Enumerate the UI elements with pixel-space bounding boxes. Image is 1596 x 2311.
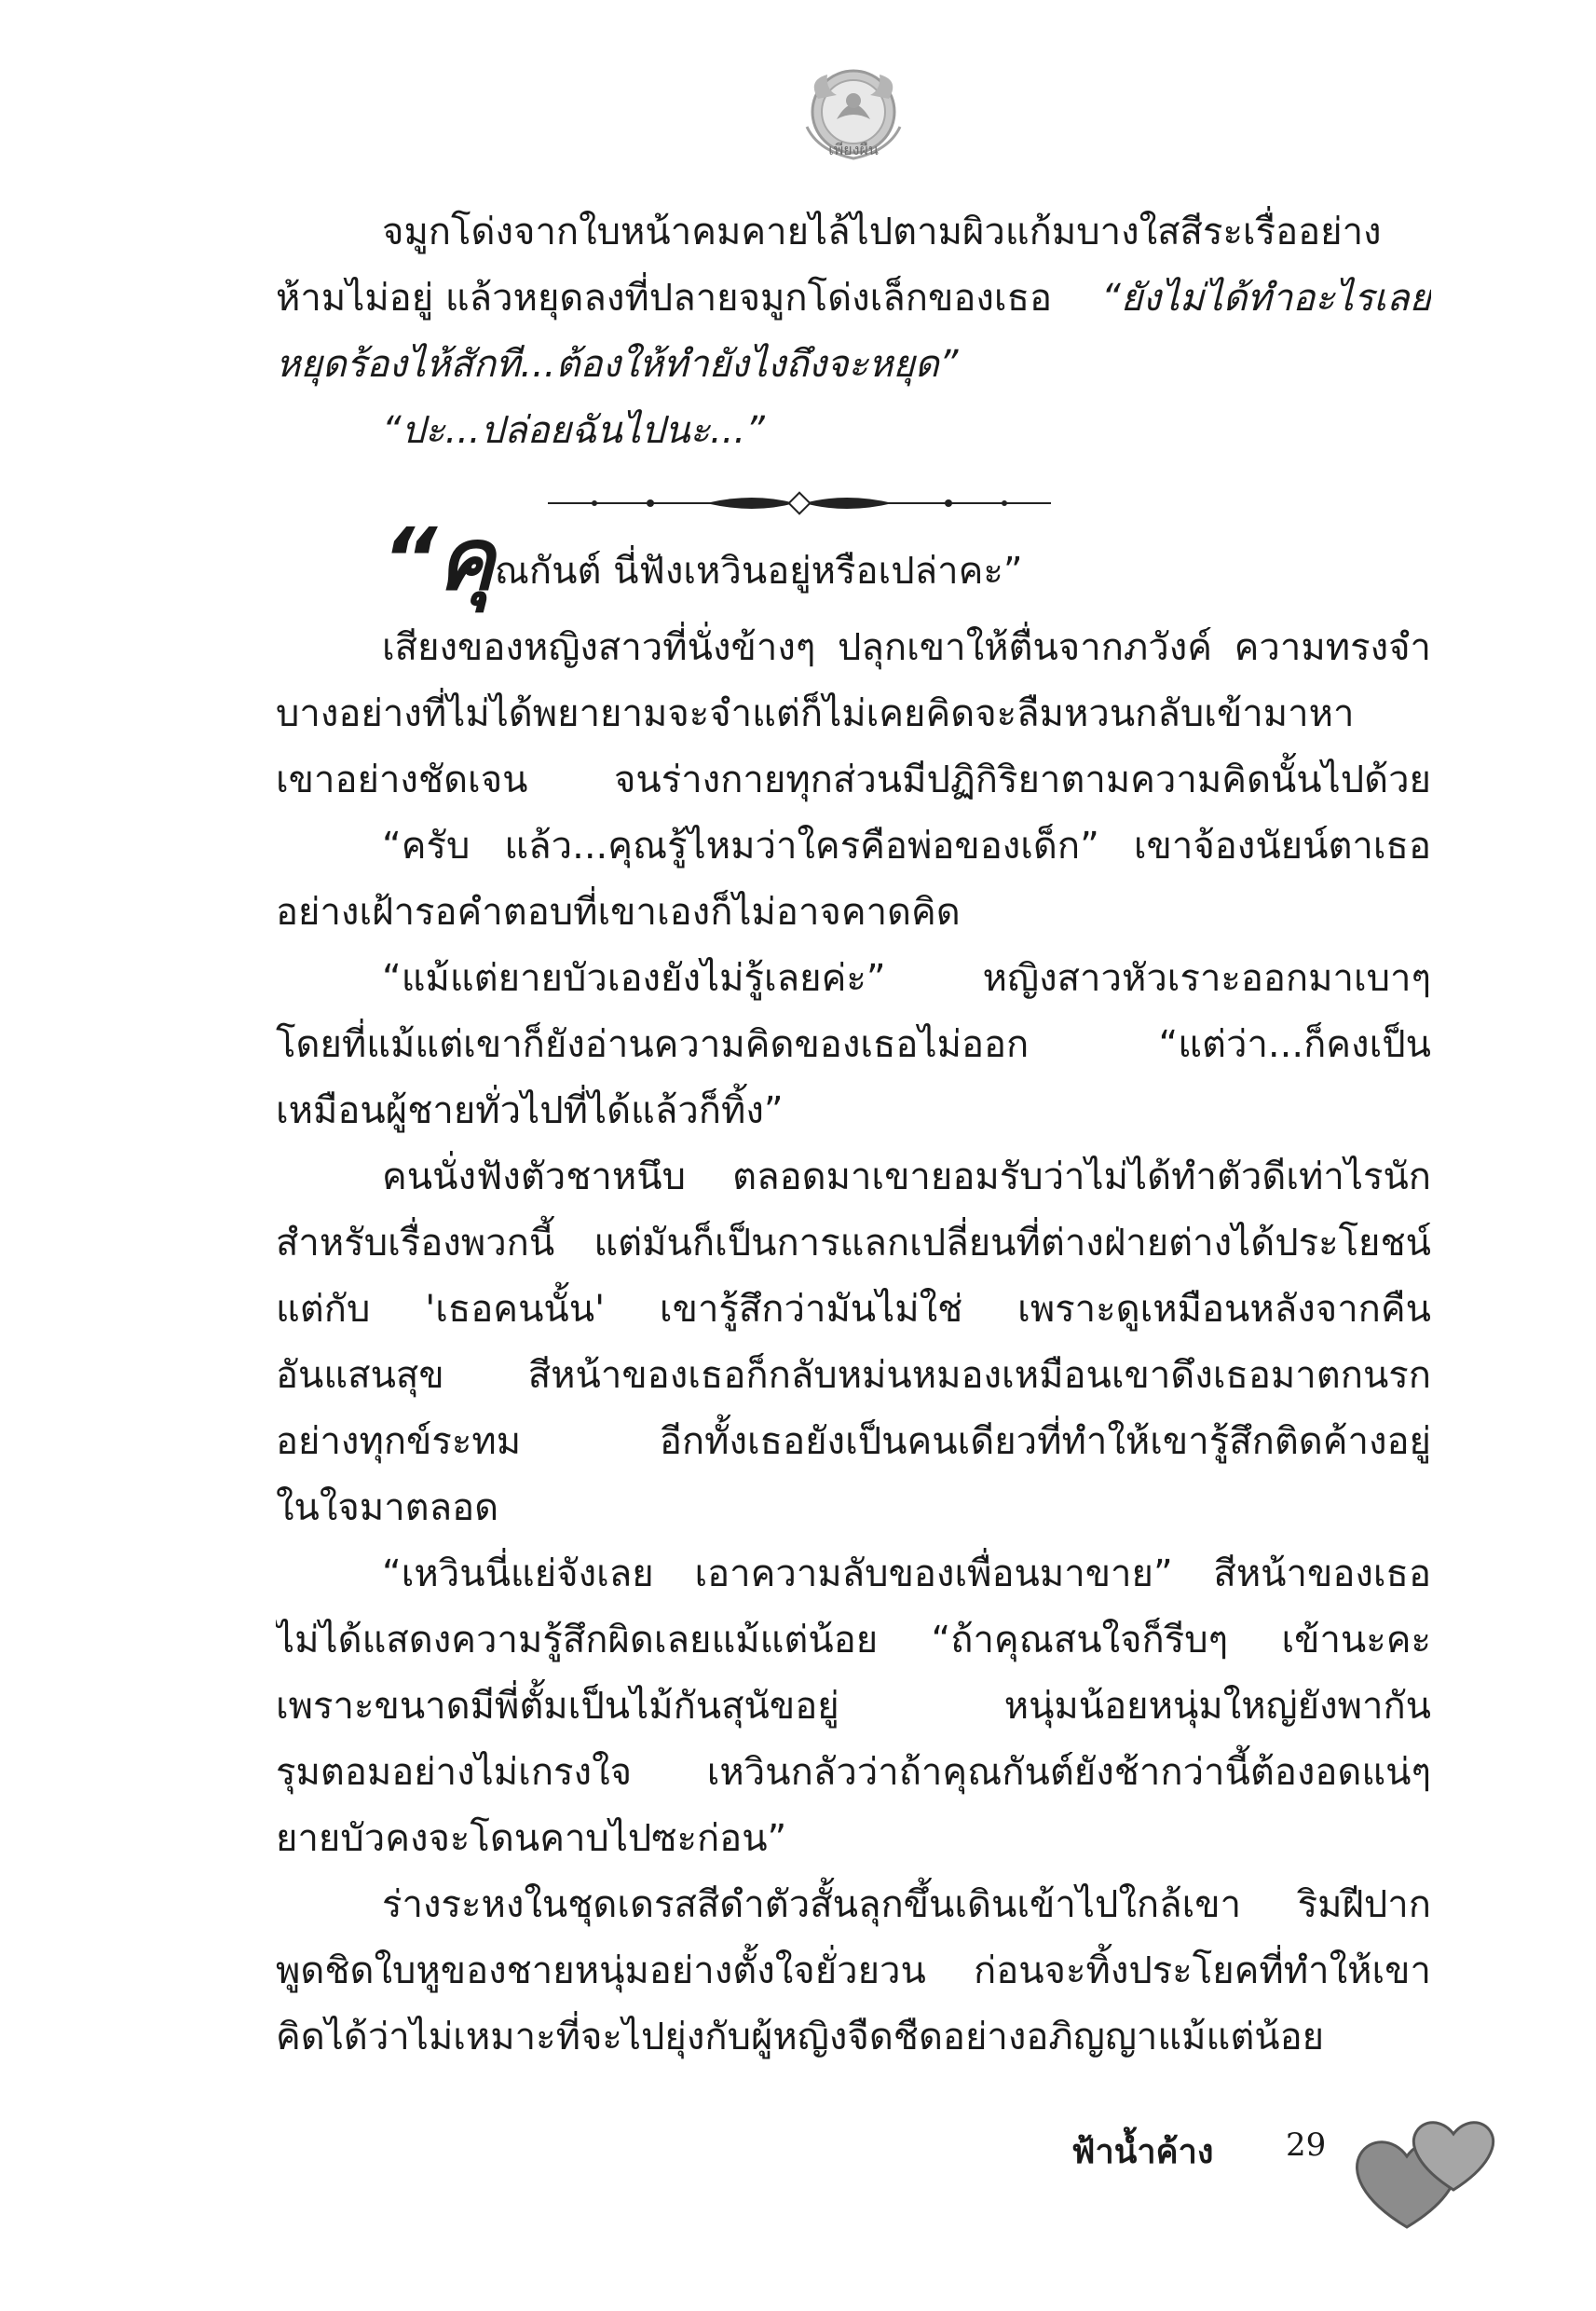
text-line: คิดได้ว่าไม่เหมาะที่จะไปยุ่งกับผู้หญิงจืดชืดอย่างอภิญญาแม้แต่น้อย [276, 2016, 1325, 2058]
top-passage [276, 199, 1431, 464]
text-line: ร่างระหงในชุดเดรสสีดำตัวสั้นลุกขึ้นเดินเข้าไปใกล้เขา ริมฝีปาก [382, 1883, 1431, 1926]
text-line: โดยที่แม้แต่เขาก็ยังอ่านความคิดของเธอไม่ออก “แต่ว่า...ก็คงเป็น [276, 1023, 1431, 1066]
text-line: เขาอย่างชัดเจน จนร่างกายทุกส่วนมีปฏิกิริยาตามความคิดนั้นไปด้วย [276, 759, 1431, 801]
text-line: “แม้แต่ยายบัวเองยังไม่รู้เลยค่ะ” หญิงสาวหัวเราะออกมาเบาๆ [382, 957, 1431, 1000]
body-passage [276, 615, 1431, 2071]
text-line: “เหวินนี่แย่จังเลย เอาความลับของเพื่อนมาขาย” สีหน้าของเธอ [382, 1552, 1431, 1595]
text-span: ห้ามไม่อยู่ แล้วหยุดลงที่ปลายจมูกโด่งเล็กของเธอ [276, 277, 1053, 320]
text-line: ยายบัวคงจะโดนคาบไปซะก่อน” [276, 1817, 787, 1860]
text-line: รุมตอมอย่างไม่เกรงใจ เหวินกลัวว่าถ้าคุณกันต์ยังช้ากว่านี้ต้องอดแน่ๆ [276, 1751, 1431, 1794]
text-line: คนนั่งฟังตัวชาหนึบ ตลอดมาเขายอมรับว่าไม่ได้ทำตัวดีเท่าไรนัก [382, 1156, 1431, 1198]
opening-text: ณกันต์ นี่ฟังเหวินอยู่หรือเปล่าคะ” [494, 550, 1023, 593]
chapter-opening-line [382, 510, 1023, 610]
dialogue-line: หยุดร้องไห้สักที...ต้องให้ทำยังไงถึงจะหยุด” [276, 343, 959, 386]
page-footer [1071, 2097, 1500, 2264]
text-line: เพราะขนาดมีพี่ตั้มเป็นไม้กันสุนัขอยู่ หนุ่มน้อยหนุ่มใหญ่ยังพากัน [276, 1685, 1431, 1728]
text-line: เสียงของหญิงสาวที่นั่งข้างๆ ปลุกเขาให้ตื่นจากภวังค์ ความทรงจำ [382, 626, 1431, 669]
angel-emblem-icon [799, 62, 907, 166]
text-line: จมูกโด่งจากใบหน้าคมคายไล้ไปตามผิวแก้มบางใสสีระเรื่ออย่าง [382, 211, 1382, 253]
hearts-icon [1351, 2097, 1500, 2236]
dialogue-span: “ยังไม่ได้ทำอะไรเลย [1101, 277, 1431, 320]
page-number: 29 [1286, 2126, 1327, 2164]
text-line: อย่างเฝ้ารอคำตอบที่เขาเองก็ไม่อาจคาดคิด [276, 891, 961, 934]
text-line: เหมือนผู้ชายทั่วไปที่ได้แล้วก็ทิ้ง” [276, 1089, 784, 1132]
text-line: ในใจมาตลอด [276, 1486, 499, 1529]
text-line: ไม่ได้แสดงความรู้สึกผิดเลยแม้แต่น้อย “ถ้าคุณสนใจก็รีบๆ เข้านะคะ [276, 1619, 1431, 1661]
text-line: แต่กับ 'เธอคนนั้น' เขารู้สึกว่ามันไม่ใช่ เพราะดูเหมือนหลังจากคืน [276, 1288, 1431, 1331]
text-line: พูดชิดใบหูของชายหนุ่มอย่างตั้งใจยั่วยวน ก่อนจะทิ้งประโยคที่ทำให้เขา [276, 1949, 1431, 1992]
text-line: อันแสนสุข สีหน้าของเธอก็กลับหม่นหมองเหมือนเขาดึงเธอมาตกนรก [276, 1354, 1431, 1397]
text-line: สำหรับเรื่องพวกนี้ แต่มันก็เป็นการแลกเปลี่ยนที่ต่างฝ่ายต่างได้ประโยชน์ [276, 1222, 1431, 1265]
ornament-divider-icon [539, 485, 1060, 522]
emblem-label: เพียงผืน [828, 141, 879, 158]
text-line: อย่างทุกข์ระทม อีกทั้งเธอยังเป็นคนเดียวที่ทำให้เขารู้สึกติดค้างอยู่ [276, 1420, 1431, 1463]
drop-cap: “คุ [382, 510, 495, 609]
text-line: บางอย่างที่ไม่ได้พยายามจะจำแต่ก็ไม่เคยคิดจะลืมหวนกลับเข้ามาหา [276, 692, 1355, 735]
dialogue-line: “ปะ...ปล่อยฉันไปนะ...” [382, 409, 765, 452]
text-line [276, 266, 1431, 332]
book-title: ฟ้าน้ำค้าง [1071, 2133, 1214, 2171]
text-line: “ครับ แล้ว...คุณรู้ไหมว่าใครคือพ่อของเด็ก” เขาจ้องนัยน์ตาเธอ [382, 825, 1431, 868]
